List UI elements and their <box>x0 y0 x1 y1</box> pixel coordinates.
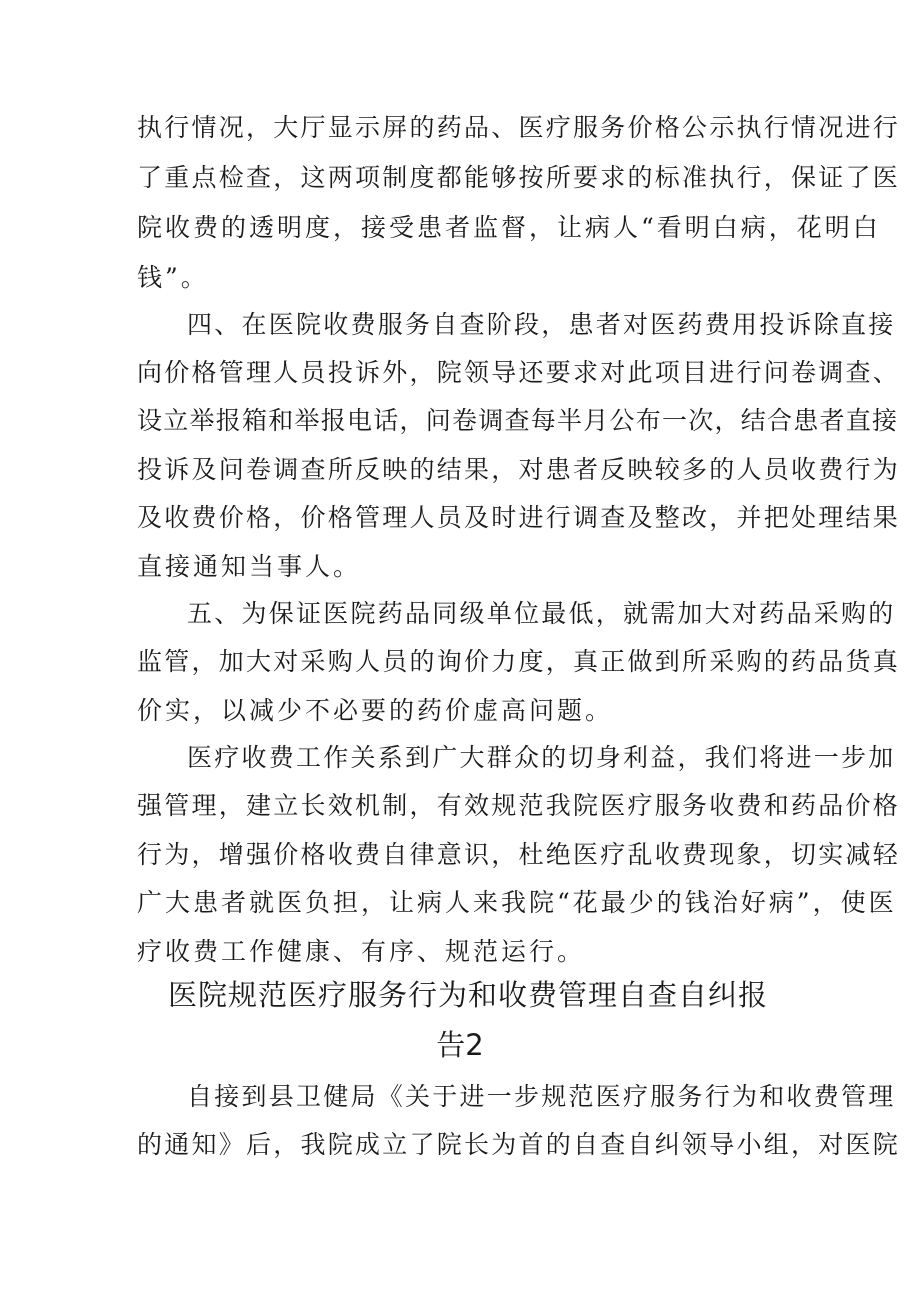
report-title-line-1: 医院规范医疗服务行为和收费管理自查自纠报 <box>168 978 769 1012</box>
paragraph-line: 四、在医院收费服务自查阶段，患者对医药费用投诉除直接 <box>187 310 896 339</box>
paragraph-line: 及收费价格，价格管理人员及时进行调查及整改，并把处理结果 <box>137 503 901 532</box>
paragraph-line: 广大患者就医负担，让病人来我院“花最少的钱治好病”，使医 <box>137 888 897 917</box>
paragraph-line: 自接到县卫健局《关于进一步规范医疗服务行为和收费管理 <box>187 1082 896 1111</box>
report-title-line-2: 告2 <box>436 1028 484 1062</box>
paragraph-line: 设立举报箱和举报电话，问卷调查每半月公布一次，结合患者直接 <box>137 406 899 435</box>
paragraph-line: 监管，加大对采购人员的询价力度，真正做到所采购的药品货真 <box>137 647 901 676</box>
paragraph-line: 行为，增强价格收费自律意识，杜绝医疗乱收费现象，切实减轻 <box>137 840 901 869</box>
paragraph-line: 执行情况，大厅显示屏的药品、医疗服务价格公示执行情况进行 <box>137 113 901 142</box>
paragraph-line: 强管理，建立长效机制，有效规范我院医疗服务收费和药品价格 <box>137 791 901 820</box>
paragraph-line: 价实，以减少不必要的药价虚高问题。 <box>137 696 614 725</box>
paragraph-line: 五、为保证医院药品同级单位最低，就需加大对药品采购的 <box>187 599 896 628</box>
paragraph-line: 的通知》后，我院成立了院长为首的自查自纠领导小组，对医院 <box>137 1130 901 1159</box>
paragraph-line: 直接通知当事人。 <box>137 552 362 581</box>
paragraph-line: 院收费的透明度，接受患者监督，让病人“看明白病，花明白 <box>137 213 881 242</box>
paragraph-line: 投诉及问卷调查所反映的结果，对患者反映较多的人员收费行为 <box>137 455 901 484</box>
paragraph-line: 医疗收费工作关系到广大群众的切身利益，我们将进一步加 <box>187 743 896 772</box>
paragraph-line: 向价格管理人员投诉外，院领导还要求对此项目进行问卷调查、 <box>137 358 901 387</box>
paragraph-line: 疗收费工作健康、有序、规范运行。 <box>137 937 586 966</box>
paragraph-line: 钱”。 <box>137 263 209 292</box>
paragraph-line: 了重点检查，这两项制度都能够按所要求的标准执行，保证了医 <box>137 163 901 192</box>
